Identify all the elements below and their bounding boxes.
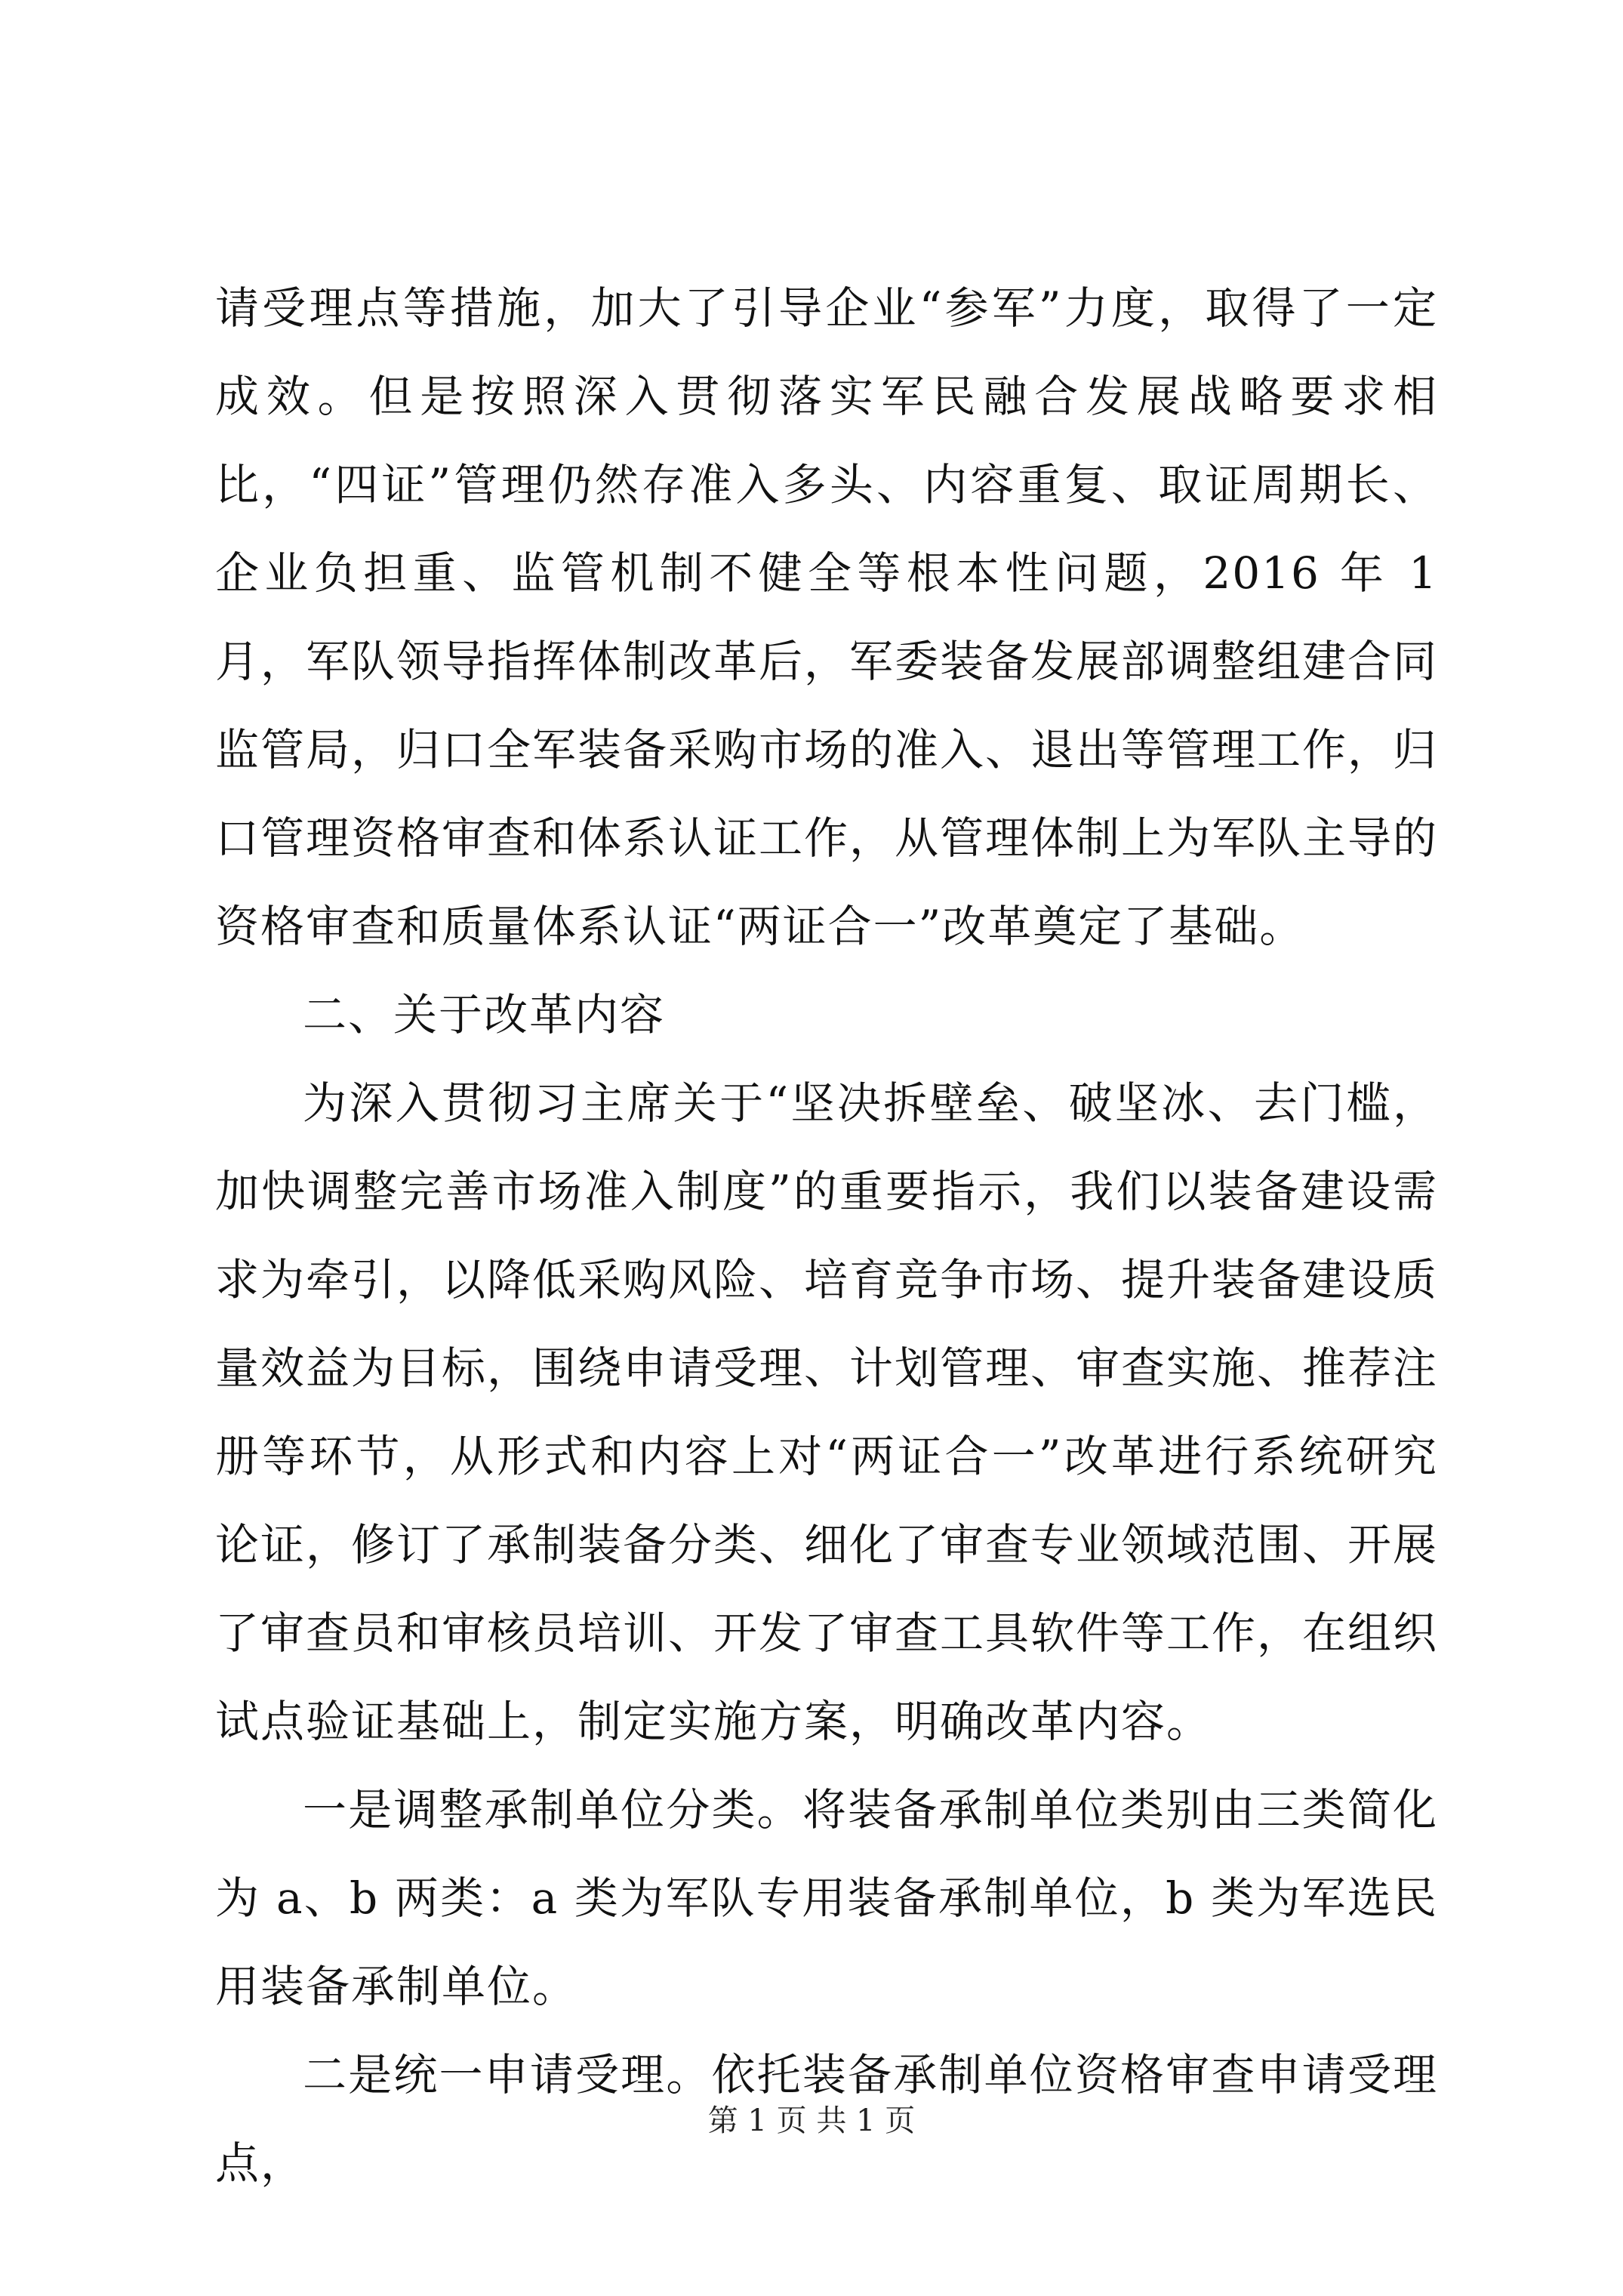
page-footer: 第 1 页 共 1 页 xyxy=(707,2103,916,2138)
section-heading: 二、关于改革内容 xyxy=(303,989,666,1040)
document-body xyxy=(215,264,1438,2208)
paragraph-unified-application: 二是统一申请受理。依托装备承制单位资格审查申请受理点， xyxy=(215,2049,1438,2189)
paragraph-continuation: 请受理点等措施，加大了引导企业“参军”力度，取得了一定成效。但是按照深入贯彻落实军民融合发展战略要求相比，“四证”管理仍然存准入多头、内容重复、取证周期长、企业负担重、监管机制不健全等根本性问题，2016 年 1 月，军队领导指挥体制改革后，军委装备发展部调整组建合同监管局，归口全军装备采购市场的准入、退出等管理工作，归口管理资格审查和体系认证工作，从管理体制上为军队主导的资格审查和质量体系认证“两证合一”改革奠定了基础。 xyxy=(215,282,1439,952)
paragraph-adjust-classification: 一是调整承制单位分类。将装备承制单位类别由三类简化为 a、b 两类：a 类为军队专用装备承制单位，b 类为军选民用装备承制单位。 xyxy=(215,1784,1438,2012)
paragraph-reform-content: 为深入贯彻习主席关于“坚决拆壁垒、破坚冰、去门槛，加快调整完善市场准入制度”的重要指示，我们以装备建设需求为牵引，以降低采购风险、培育竞争市场、提升装备建设质量效益为目标，围绕申请受理、计划管理、审查实施、推荐注册等环节，从形式和内容上对“两证合一”改革进行系统研究论证，修订了承制装备分类、细化了审查专业领域范围、开展了审查员和审核员培训、开发了审查工具软件等工作，在组织试点验证基础上，制定实施方案，明确改革内容。 xyxy=(215,1077,1439,1747)
